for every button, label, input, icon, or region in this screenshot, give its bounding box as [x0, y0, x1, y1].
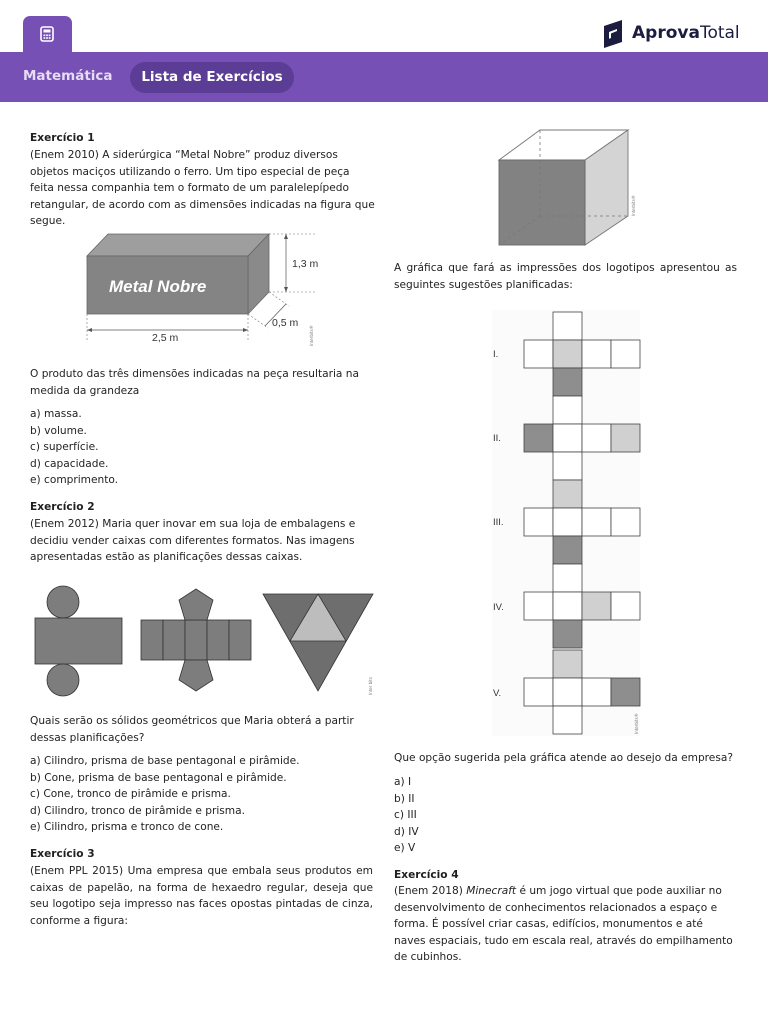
calculator-icon: [40, 26, 54, 42]
option-a[interactable]: a) I: [394, 776, 412, 788]
exercise-3-title: Exercício 3: [30, 848, 95, 860]
svg-text:Inter bits: Inter bits: [368, 677, 373, 695]
option-b[interactable]: b) II: [394, 792, 415, 805]
exercise-3-question: Que opção sugerida pela gráfica atende ao desejo da empresa?: [394, 752, 733, 764]
exercise-1-question: O produto das três dimensões indicadas na peça resultaria na medida da grandeza: [30, 368, 359, 397]
brand-name: AprovaTotal: [632, 23, 740, 43]
svg-text:I.: I.: [493, 349, 499, 360]
option-e[interactable]: e) V: [394, 842, 416, 855]
option-d[interactable]: d) capacidade.: [30, 457, 109, 470]
metal-nobre-label: Metal Nobre: [109, 277, 207, 296]
metal-block-figure: [80, 228, 330, 350]
pyramid-net: [263, 594, 373, 691]
svg-text:IV.: IV.: [493, 602, 504, 613]
option-a[interactable]: a) massa.: [30, 408, 82, 420]
box-nets-figure: [30, 583, 376, 699]
svg-text:III.: III.: [493, 517, 504, 528]
option-b[interactable]: b) Cone, prisma de base pentagonal e pirâmide.: [30, 771, 287, 784]
option-a[interactable]: a) Cilindro, prisma de base pentagonal e pirâmide.: [30, 755, 300, 767]
pentagonal-prism-net: [141, 589, 251, 691]
exercise-4-title: Exercício 4: [394, 869, 459, 881]
section-tab-active[interactable]: Lista de Exercícios: [130, 62, 294, 93]
option-c[interactable]: c) superfície.: [30, 441, 99, 454]
calculator-tab[interactable]: [23, 16, 72, 54]
svg-text:Interbits®: Interbits®: [631, 195, 636, 216]
nets-intro: A gráfica que fará as impressões dos logotipos apresentou as seguintes sugestões planificadas:: [394, 262, 737, 291]
option-d[interactable]: d) IV: [394, 825, 419, 838]
option-e[interactable]: e) comprimento.: [30, 474, 119, 487]
exercise-2-question: Quais serão os sólidos geométricos que Maria obterá a partir dessas planificações?: [30, 715, 354, 744]
depth-label: 0,5 m: [272, 317, 299, 329]
option-c[interactable]: c) III: [394, 809, 417, 822]
svg-text:Interbits®: Interbits®: [634, 713, 639, 734]
aprova-total-icon: [600, 18, 626, 50]
length-label: 2,5 m: [152, 332, 179, 344]
exercise-1-options: [30, 406, 118, 489]
exercise-1-title: Exercício 1: [30, 132, 95, 144]
option-b[interactable]: b) volume.: [30, 424, 87, 437]
cube-nets-figure: [490, 310, 642, 738]
subject-tab[interactable]: Matemática: [23, 68, 113, 84]
exercise-1-statement: (Enem 2010) A siderúrgica “Metal Nobre” produz diversos objetos maciços utilizando o ferro. Um tipo especial de peça feita nessa companhia tem o formato de um paralelepípedo retangular, de acordo com as dimensões indicadas na figura que segue.: [30, 149, 375, 228]
exercise-2-title: Exercício 2: [30, 501, 95, 513]
exercise-2-options: [30, 753, 300, 836]
header-bar: [0, 52, 768, 102]
cube-figure: [495, 128, 637, 248]
option-d[interactable]: d) Cilindro, tronco de pirâmide e prisma.: [30, 804, 245, 817]
option-c[interactable]: c) Cone, tronco de pirâmide e prisma.: [30, 788, 231, 801]
interbits-credit: Interbits®: [309, 325, 314, 346]
height-label: 1,3 m: [292, 258, 319, 270]
option-e[interactable]: e) Cilindro, prisma e tronco de cone.: [30, 821, 224, 834]
svg-text:II.: II.: [493, 433, 501, 444]
svg-text:V.: V.: [493, 688, 502, 699]
exercise-3-options: [394, 774, 419, 857]
exercise-2-statement: (Enem 2012) Maria quer inovar em sua loja de embalagens e decidiu vender caixas com diferentes formatos. Nas imagens apresentadas estão as planificações dessas caixas.: [30, 518, 356, 564]
exercise-4-statement: (Enem 2018) Minecraft é um jogo virtual que pode auxiliar no desenvolvimento de conhecimentos relacionados a espaço e forma. É possível criar casas, edifícios, monumentos e até naves espaciais, tudo em escala real, através do empilhamento de cubinhos.: [394, 885, 733, 964]
exercise-3-statement: (Enem PPL 2015) Uma empresa que embala seus produtos em caixas de papelão, na forma de hexaedro regular, deseja que seu logotipo seja impresso nas faces opostas pintadas de cinza, conforme a figura:: [30, 865, 373, 927]
cylinder-net: [35, 586, 122, 696]
